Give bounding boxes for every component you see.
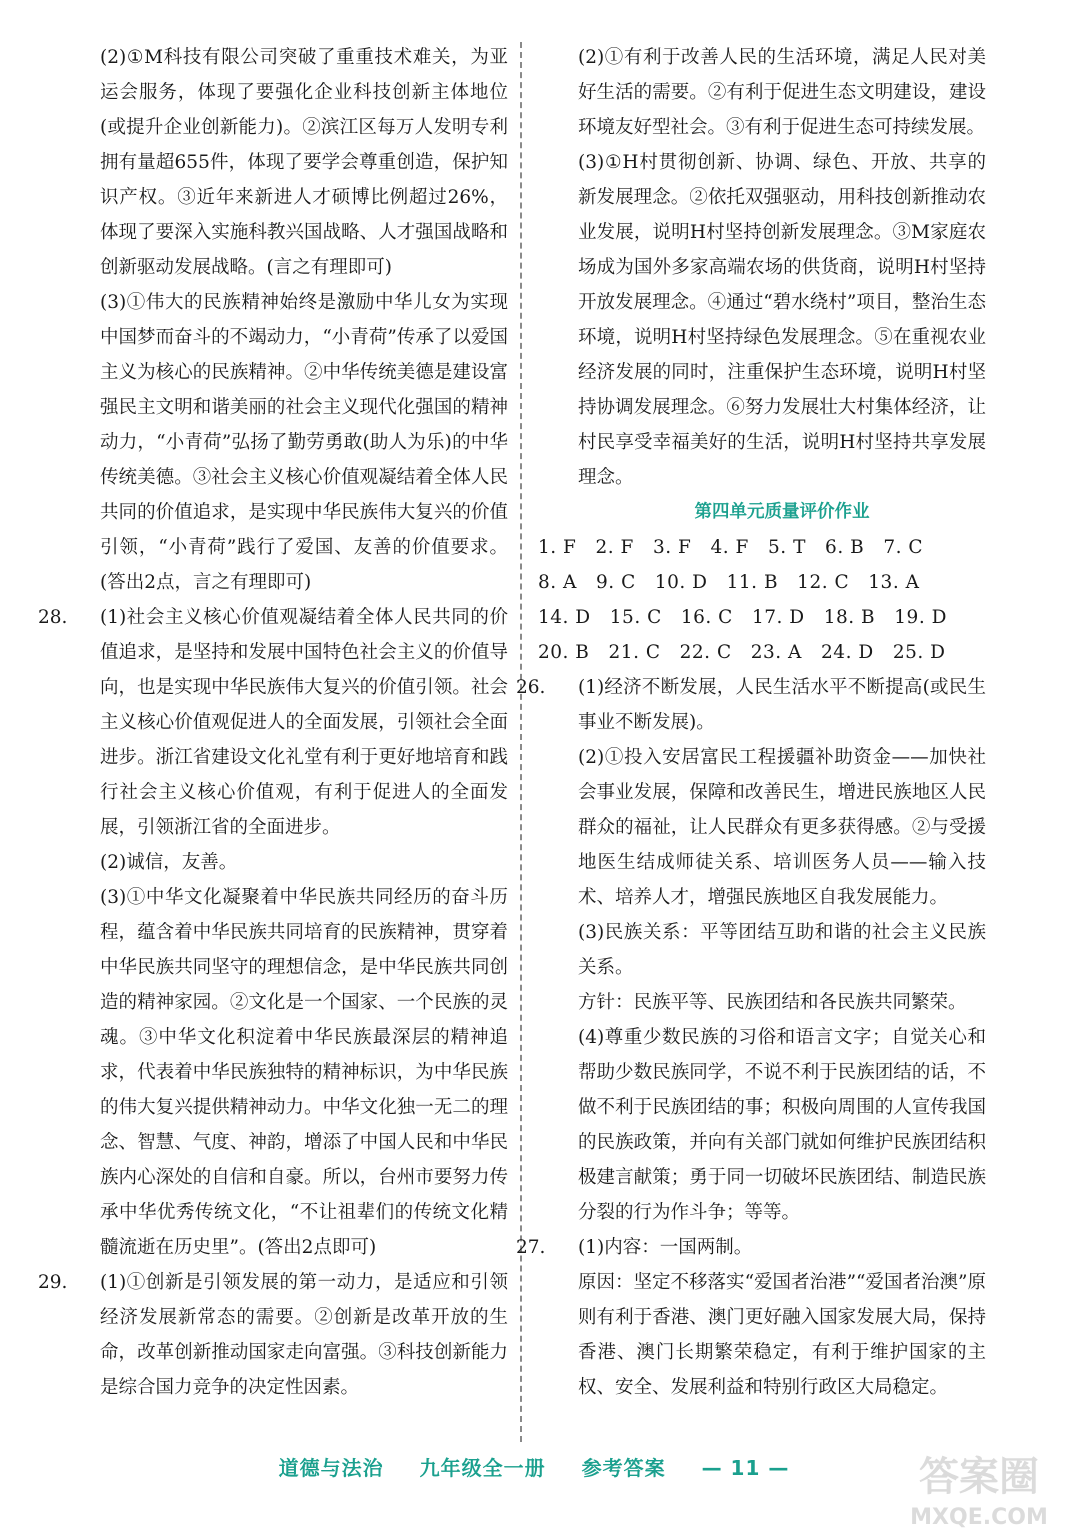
answer-paragraph: (3)①中华文化凝聚着中华民族共同经历的奋斗历程，蕴含着中华民族共同培育的民族精神，贯穿着中华民族共同坚守的理想信念，是中华民族共同创造的精神家园。②文化是一个国家、一个民族的灵魂。③中华文化积淀着中华民族最深层的精神追求，代表着中华民族独特的精神标识，为中华民族的伟大复兴提供精神动力。中华文化独一无二的理念、智慧、气度、神韵，增添了中国人民和中华民族内心深处的自信和自豪。所以，台州市要努力传承中华优秀传统文化，“不让祖辈们的传统文化精髓流逝在历史里”。(答出2点即可) bbox=[100, 887, 508, 1258]
section-title: 第四单元质量评价作业 bbox=[694, 502, 870, 522]
right-column bbox=[516, 40, 986, 1405]
answer-paragraph: (2)①投入安居富民工程援疆补助资金——加快社会事业发展，保障和改善民生，增进民族地区人民群众的福祉，让人民群众有更多获得感。②与受援地医生结成师徒关系、培训医务人员——输入技术、培养人才，增强民族地区自我发展能力。 bbox=[578, 747, 986, 908]
footer-grade: 九年级全一册 bbox=[419, 1456, 546, 1480]
answer-paragraph: (3)①H村贯彻创新、协调、绿色、开放、共享的新发展理念。②依托双强驱动，用科技创新推动农业发展，说明H村坚持创新发展理念。③M家庭农场成为国外多家高端农场的供货商，说明H村坚持开放发展理念。④通过“碧水绕村”项目，整治生态环境，说明H村坚持绿色发展理念。⑤在重视农业经济发展的同时，注重保护生态环境，说明H村坚持协调发展理念。⑥努力发展壮大村集体经济，让村民享受幸福美好的生活，说明H村坚持共享发展理念。 bbox=[578, 152, 986, 488]
mc-row: 14. D 15. C 16. C 17. D 18. B 19. D bbox=[538, 607, 947, 628]
question-26 bbox=[516, 670, 986, 740]
multiple-choice-answers bbox=[538, 530, 986, 670]
mc-row: 1. F 2. F 3. F 4. F 5. T 6. B 7. C bbox=[538, 537, 924, 558]
answer-paragraph: (2)①有利于改善人民的生活环境，满足人民对美好生活的需要。②有利于促进生态文明建设，建设环境友好型社会。③有利于促进生态可持续发展。 bbox=[578, 47, 986, 138]
question-number: 27. bbox=[516, 1237, 546, 1258]
answer-paragraph: 原因：坚定不移落实“爱国者治港”“爱国者治澳”原则有利于香港、澳门更好融入国家发展大局，保持香港、澳门长期繁荣稳定，有利于维护国家的主权、安全、发展利益和特别行政区大局稳定。 bbox=[578, 1272, 986, 1398]
answer-paragraph: (2)①M科技有限公司突破了重重技术难关，为亚运会服务，体现了要强化企业科技创新主体地位(或提升企业创新能力)。②滨江区每万人发明专利拥有量超655件，体现了要学会尊重创造，保护知识产权。③近年来新进人才硕博比例超过26%，体现了要深入实施科教兴国战略、人才强国战略和创新驱动发展战略。(言之有理即可) bbox=[100, 47, 508, 278]
question-29 bbox=[38, 1265, 508, 1405]
page-number: — 11 — bbox=[701, 1456, 790, 1480]
answer-paragraph: (2)诚信，友善。 bbox=[100, 852, 238, 873]
answer-paragraph: (4)尊重少数民族的习俗和语言文字；自觉关心和帮助少数民族同学，不说不利于民族团结的话，不做不利于民族团结的事；积极向周围的人宣传我国的民族政策，并向有关部门就如何维护民族团结积极建言献策；勇于同一切破坏民族团结、制造民族分裂的行为作斗争；等等。 bbox=[578, 1027, 986, 1223]
answer-paragraph: (1)①创新是引领发展的第一动力，是适应和引领经济发展新常态的需要。②创新是改革开放的生命，改革创新推动国家走向富强。③科技创新能力是综合国力竞争的决定性因素。 bbox=[100, 1272, 508, 1398]
left-column bbox=[38, 40, 508, 1405]
footer-subject: 道德与法治 bbox=[278, 1456, 384, 1480]
answer-paragraph: (1)经济不断发展，人民生活水平不断提高(或民生事业不断发展)。 bbox=[578, 677, 986, 733]
answer-paragraph: 方针：民族平等、民族团结和各民族共同繁荣。 bbox=[578, 992, 967, 1013]
watermark-text: 答案圈 bbox=[919, 1454, 1039, 1500]
answer-paragraph: (1)内容：一国两制。 bbox=[578, 1237, 753, 1258]
watermark-url: MXQE.COM bbox=[910, 1505, 1048, 1530]
question-28 bbox=[38, 600, 508, 845]
watermark-logo bbox=[894, 1444, 1064, 1532]
question-27 bbox=[516, 1230, 986, 1265]
answer-paragraph: (1)社会主义核心价值观凝结着全体人民共同的价值追求，是坚持和发展中国特色社会主义的价值导向，也是实现中华民族伟大复兴的价值引领。社会主义核心价值观促进人的全面发展，引领社会全面进步。浙江省建设文化礼堂有利于更好地培育和践行社会主义核心价值观，有利于促进人的全面发展，引领浙江省的全面进步。 bbox=[100, 607, 508, 838]
answer-paragraph: (3)①伟大的民族精神始终是激励中华儿女为实现中国梦而奋斗的不竭动力，“小青荷”传承了以爱国主义为核心的民族精神。②中华传统美德是建设富强民主文明和谐美丽的社会主义现代化强国的精神动力，“小青荷”弘扬了勤劳勇敢(助人为乐)的中华传统美德。③社会主义核心价值观凝结着全体人民共同的价值追求，是实现中华民族伟大复兴的价值引领，“小青荷”践行了爱国、友善的价值要求。(答出2点，言之有理即可) bbox=[100, 292, 508, 593]
question-number: 29. bbox=[38, 1272, 68, 1293]
mc-row: 20. B 21. C 22. C 23. A 24. D 25. D bbox=[538, 642, 946, 663]
question-number: 28. bbox=[38, 607, 68, 628]
question-number: 26. bbox=[516, 677, 546, 698]
mc-row: 8. A 9. C 10. D 11. B 12. C 13. A bbox=[538, 572, 920, 593]
answer-paragraph: (3)民族关系：平等团结互助和谐的社会主义民族关系。 bbox=[578, 922, 986, 978]
footer-label: 参考答案 bbox=[581, 1456, 666, 1480]
